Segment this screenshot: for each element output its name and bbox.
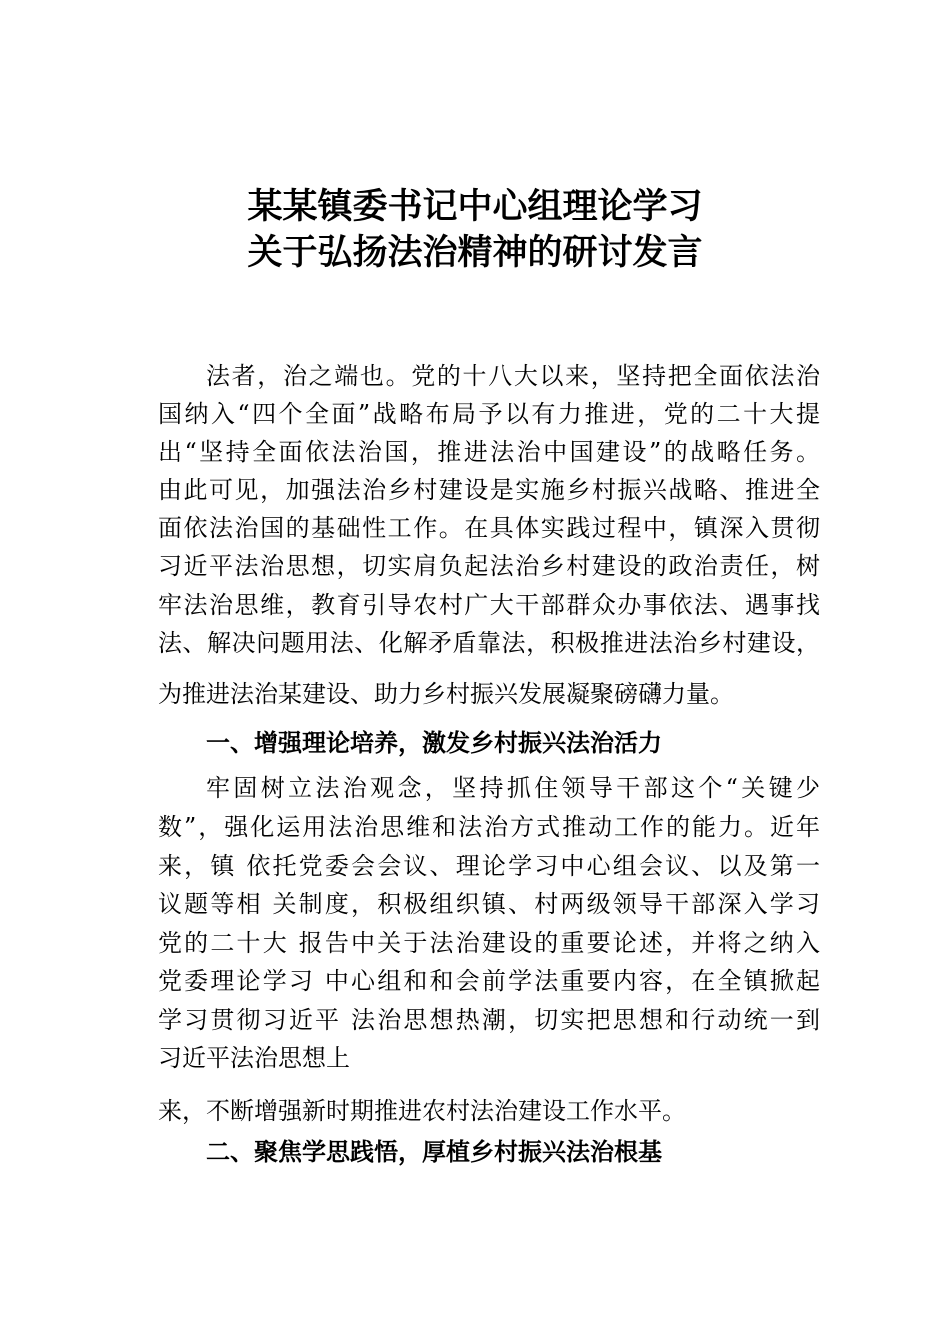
section-heading-2: 二、聚焦学思践悟，厚植乡村振兴法治根基 (206, 1138, 662, 1166)
paragraph-2-line: 学习贯彻习近平 法治思想热潮，切实把思想和行动统一到 (158, 1006, 820, 1034)
section-heading-1: 一、增强理论培养，激发乡村振兴法治活力 (206, 729, 662, 757)
paragraph-1-line: 法者，治之端也。党的十八大以来，坚持把全面依法治 (206, 362, 820, 390)
paragraph-2-line: 来，镇 依托党委会会议、理论学习中心组会议、以及第一 (158, 852, 820, 880)
paragraph-2-line: 议题等相 关制度，积极组织镇、村两级领导干部深入学习 (158, 890, 820, 918)
paragraph-2-line: 习近平法治思想上 (158, 1044, 350, 1072)
paragraph-2-line: 党的二十大 报告中关于法治建设的重要论述，并将之纳入 (158, 929, 820, 957)
document-title-line-2: 关于弘扬法治精神的研讨发言 (247, 233, 703, 273)
paragraph-2-line: 数”，强化运用法治思维和法治方式推动工作的能力。近年 (158, 813, 820, 841)
paragraph-1-line: 习近平法治思想，切实肩负起法治乡村建设的政治责任，树 (158, 552, 820, 580)
paragraph-2-line: 来，不断增强新时期推进农村法治建设工作水平。 (158, 1097, 686, 1125)
paragraph-2-line: 党委理论学习 中心组和和会前学法重要内容，在全镇掀起 (158, 967, 820, 995)
paragraph-1-line: 由此可见，加强法治乡村建设是实施乡村振兴战略、推进全 (158, 476, 820, 504)
paragraph-1-line: 牢法治思维，教育引导农村广大干部群众办事依法、遇事找 (158, 591, 820, 619)
paragraph-1-line: 出“坚持全面依法治国，推进法治中国建设”的战略任务。 (158, 438, 820, 466)
document-title-line-1: 某某镇委书记中心组理论学习 (247, 187, 703, 227)
paragraph-1-line: 面依法治国的基础性工作。在具体实践过程中，镇深入贯彻 (158, 514, 820, 542)
paragraph-1-line: 法、解决问题用法、化解矛盾靠法，积极推进法治乡村建设， (158, 629, 820, 657)
paragraph-1-line: 国纳入“四个全面”战略布局予以有力推进，党的二十大提 (158, 400, 820, 428)
paragraph-1-line: 为推进法治某建设、助力乡村振兴发展凝聚磅礴力量。 (158, 680, 734, 708)
paragraph-2-line: 牢固树立法治观念，坚持抓住领导干部这个“关键少 (206, 774, 820, 802)
